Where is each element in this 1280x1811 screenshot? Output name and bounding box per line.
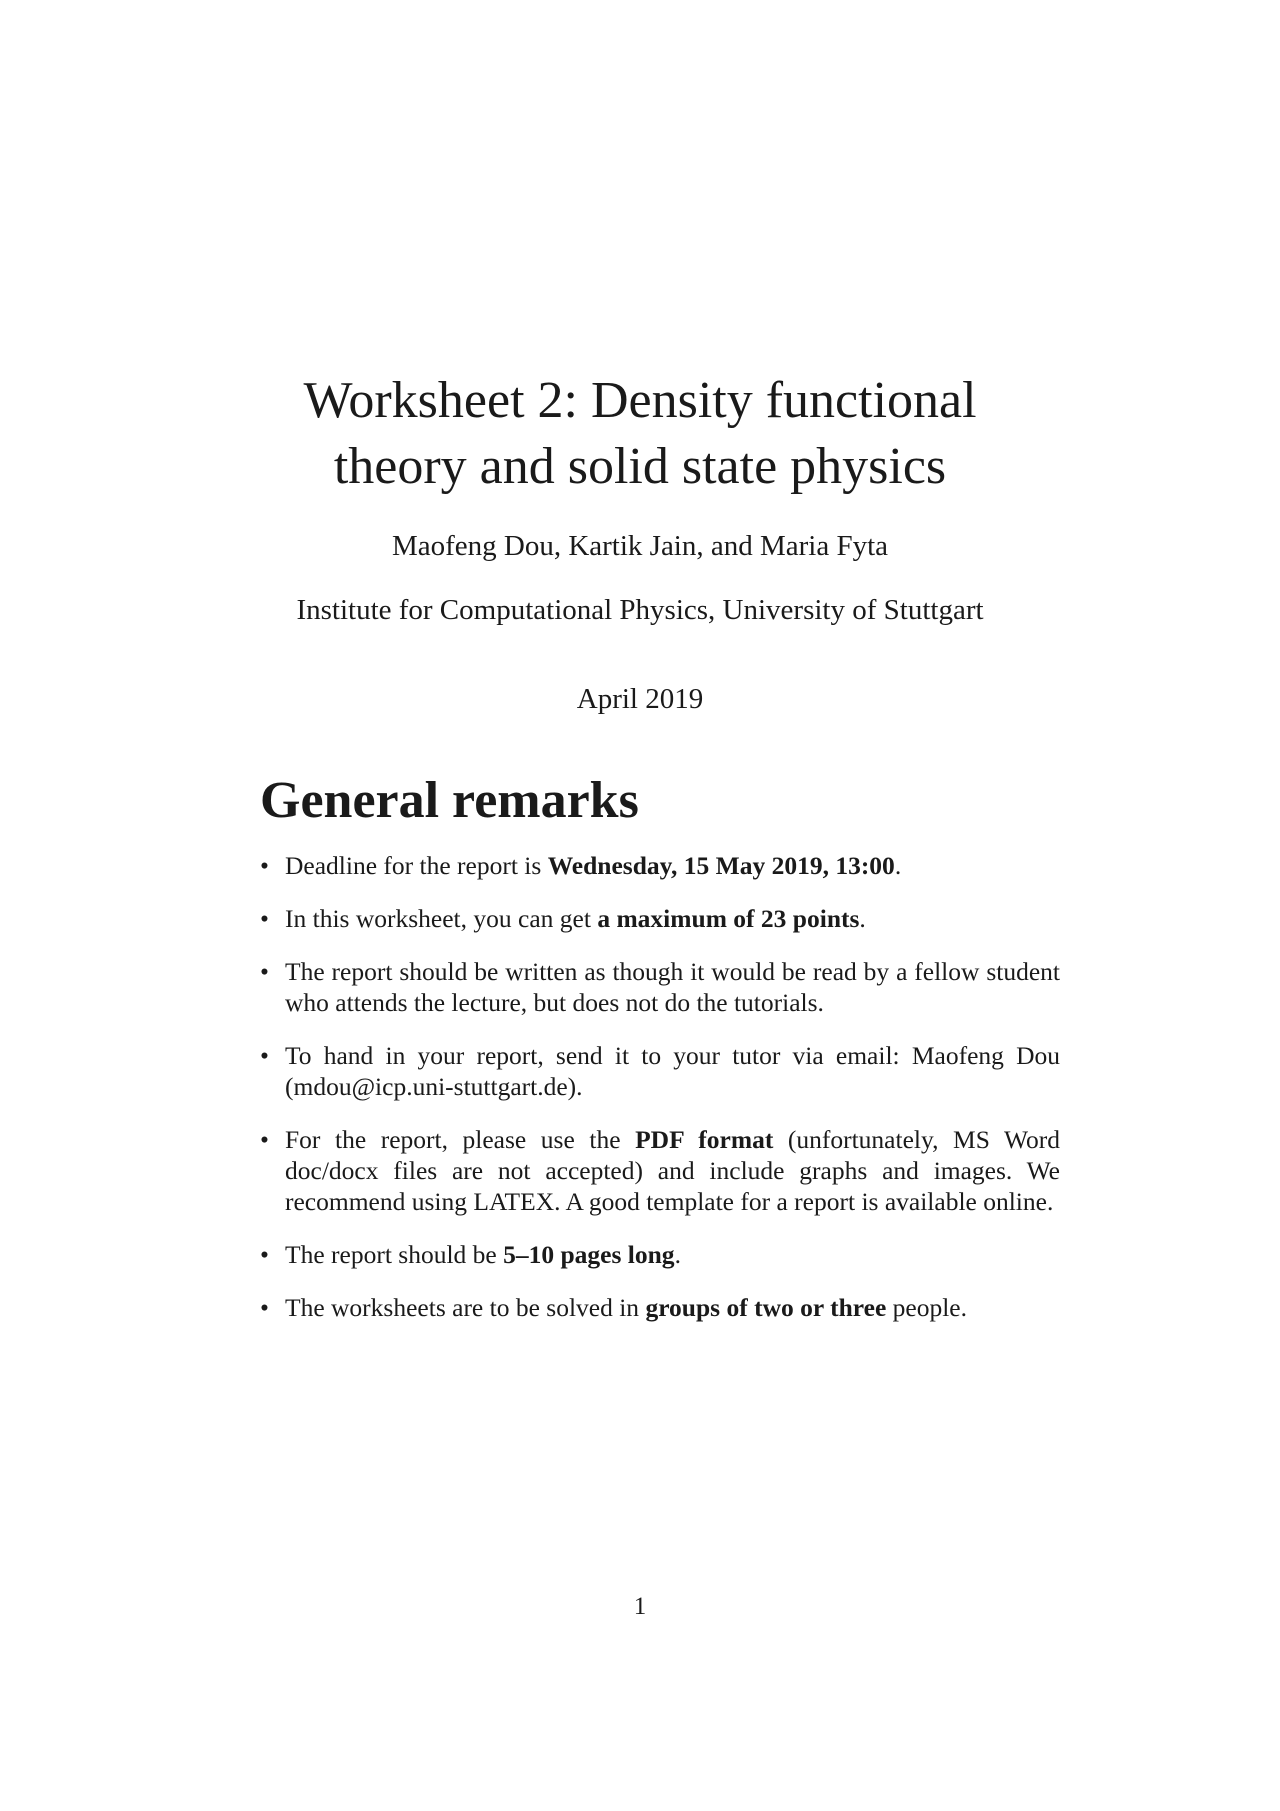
remark-emphasis: 5–10 pages long bbox=[503, 1240, 675, 1269]
remark-emphasis: a maximum of 23 points bbox=[597, 904, 860, 933]
title-line-1: Worksheet 2: Density functional bbox=[303, 372, 977, 429]
bullet-icon: • bbox=[260, 851, 269, 880]
bullet-icon: • bbox=[260, 904, 269, 933]
remark-text: In this worksheet, you can get bbox=[285, 904, 598, 933]
remark-item bbox=[260, 850, 1060, 881]
section-heading-general-remarks: General remarks bbox=[260, 772, 639, 829]
bullet-icon: • bbox=[260, 957, 269, 986]
remark-item bbox=[260, 1124, 1060, 1217]
remarks-list bbox=[260, 850, 1060, 1345]
remark-text-end: (unfortunately, MS Word doc/docx files are not accepted) and include graphs and images. We recommend using LATEX. A good template for a report is available online. bbox=[285, 1125, 1060, 1216]
bullet-icon: • bbox=[260, 1125, 269, 1154]
remark-emphasis: groups of two or three bbox=[645, 1293, 887, 1322]
remark-item bbox=[260, 1040, 1060, 1102]
remark-text-end: . bbox=[674, 1240, 681, 1269]
remark-item bbox=[260, 903, 1060, 934]
remark-emphasis: PDF format bbox=[635, 1125, 774, 1154]
remark-text: Deadline for the report is bbox=[285, 851, 548, 880]
remark-text: For the report, please use the bbox=[285, 1125, 636, 1154]
date: April 2019 bbox=[576, 683, 704, 715]
page-number: 1 bbox=[633, 1593, 647, 1620]
remark-text-end: . bbox=[859, 904, 866, 933]
remark-item bbox=[260, 1292, 1060, 1323]
remark-emphasis: Wednesday, 15 May 2019, 13:00 bbox=[547, 851, 895, 880]
authors: Maofeng Dou, Kartik Jain, and Maria Fyta bbox=[391, 530, 889, 562]
affiliation: Institute for Computational Physics, University of Stuttgart bbox=[296, 594, 984, 626]
document-title bbox=[0, 368, 1280, 500]
remark-text: The report should be bbox=[285, 1240, 504, 1269]
bullet-icon: • bbox=[260, 1240, 269, 1269]
remark-text: To hand in your report, send it to your tutor via email: Maofeng Dou (mdou@icp.uni-stuttgart.de). bbox=[285, 1041, 1060, 1101]
remark-text: The report should be written as though it would be read by a fellow student who attends the lecture, but does not do the tutorials. bbox=[285, 957, 1060, 1017]
bullet-icon: • bbox=[260, 1293, 269, 1322]
remark-item bbox=[260, 1239, 1060, 1270]
remark-text: The worksheets are to be solved in bbox=[285, 1293, 646, 1322]
remark-text-end: people. bbox=[886, 1293, 967, 1322]
bullet-icon: • bbox=[260, 1041, 269, 1070]
remark-text-end: . bbox=[894, 851, 902, 880]
title-line-2: theory and solid state physics bbox=[333, 438, 947, 495]
remark-item bbox=[260, 956, 1060, 1018]
